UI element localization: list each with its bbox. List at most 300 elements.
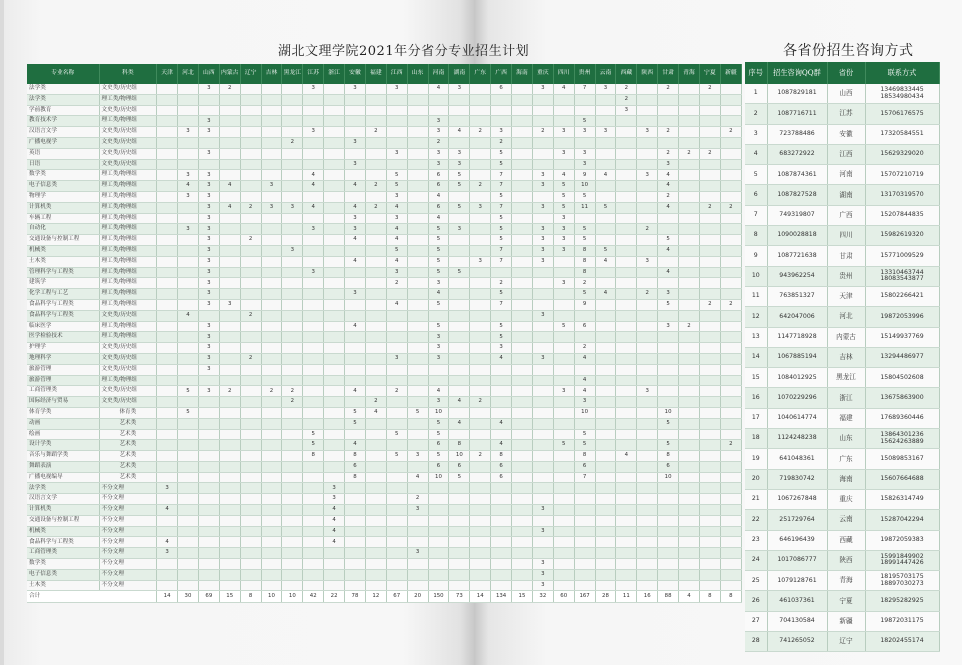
quota-cell [428, 569, 449, 580]
quota-cell [470, 418, 491, 429]
quota-cell [720, 580, 741, 591]
quota-cell [157, 159, 178, 170]
category-cell: 艺术类 [99, 429, 157, 440]
quota-cell [658, 548, 679, 559]
quota-cell: 3 [449, 84, 470, 94]
quota-cell [219, 461, 240, 472]
quota-cell: 2 [699, 84, 720, 94]
quota-cell [595, 224, 616, 235]
category-cell: 文史类/历史组 [99, 364, 157, 375]
quota-cell [512, 213, 533, 224]
quota-cell [219, 483, 240, 494]
quota-cell [616, 278, 637, 289]
quota-cell [679, 537, 700, 548]
quota-cell [386, 526, 407, 537]
quota-cell [240, 256, 261, 267]
row-number: 22 [745, 510, 767, 530]
quota-cell [365, 278, 386, 289]
quota-cell: 5 [658, 299, 679, 310]
major-cell: 旅游管理 [27, 364, 99, 375]
quota-cell: 3 [553, 127, 574, 138]
quota-cell [637, 472, 658, 483]
quota-cell [470, 94, 491, 105]
quota-cell [470, 289, 491, 300]
quota-cell [407, 440, 428, 451]
quota-cell: 7 [491, 170, 512, 181]
quota-cell [470, 526, 491, 537]
quota-cell [512, 278, 533, 289]
category-cell: 文史类/历史组 [99, 159, 157, 170]
quota-cell [178, 375, 199, 386]
quota-cell [198, 548, 219, 559]
quota-cell [198, 483, 219, 494]
quota-cell [324, 418, 345, 429]
quota-cell: 3 [157, 548, 178, 559]
quota-cell [240, 580, 261, 591]
quota-cell [595, 451, 616, 462]
quota-cell [428, 515, 449, 526]
category-cell: 理工类/物理组 [99, 267, 157, 278]
quota-cell [532, 386, 553, 397]
consult-row [745, 530, 939, 550]
quota-cell [345, 105, 366, 116]
quota-cell [261, 170, 282, 181]
quota-cell [512, 418, 533, 429]
quota-cell [553, 569, 574, 580]
quota-cell [512, 245, 533, 256]
quota-cell [532, 105, 553, 116]
table-row [27, 159, 742, 170]
quota-cell [679, 159, 700, 170]
quota-cell [261, 494, 282, 505]
quota-cell [637, 375, 658, 386]
quota-cell: 8 [574, 256, 595, 267]
quota-cell [595, 429, 616, 440]
quota-cell [637, 278, 658, 289]
quota-cell [616, 537, 637, 548]
quota-cell: 6 [345, 461, 366, 472]
qq-group: 719830742 [767, 469, 827, 489]
total-cell: 69 [198, 591, 219, 603]
quota-cell [386, 537, 407, 548]
quota-cell [282, 364, 303, 375]
quota-cell [470, 386, 491, 397]
quota-cell [324, 397, 345, 408]
quota-cell: 5 [491, 235, 512, 246]
quota-cell [720, 397, 741, 408]
consult-row [745, 591, 939, 611]
quota-cell [679, 332, 700, 343]
quota-cell [658, 332, 679, 343]
quota-cell [240, 105, 261, 116]
category-cell: 理工类/物理组 [99, 256, 157, 267]
quota-cell [324, 191, 345, 202]
province-name: 安徽 [827, 124, 865, 144]
quota-cell: 2 [491, 137, 512, 148]
quota-cell [449, 494, 470, 505]
quota-cell: 4 [595, 256, 616, 267]
quota-cell [303, 483, 324, 494]
row-number: 3 [745, 124, 767, 144]
quota-cell [303, 310, 324, 321]
quota-cell: 4 [345, 181, 366, 192]
quota-cell [261, 235, 282, 246]
quota-cell [198, 526, 219, 537]
quota-cell [178, 278, 199, 289]
quota-cell [365, 213, 386, 224]
quota-cell [324, 440, 345, 451]
quota-cell: 5 [428, 451, 449, 462]
category-cell: 艺术类 [99, 451, 157, 462]
quota-cell: 3 [198, 256, 219, 267]
quota-cell [616, 569, 637, 580]
quota-cell [365, 526, 386, 537]
quota-cell [261, 451, 282, 462]
quota-cell [157, 461, 178, 472]
total-cell: 16 [637, 591, 658, 603]
quota-cell [658, 494, 679, 505]
quota-cell: 3 [198, 343, 219, 354]
quota-cell [553, 364, 574, 375]
quota-cell [428, 537, 449, 548]
quota-cell: 5 [428, 224, 449, 235]
header-province: 西藏 [616, 64, 637, 84]
major-cell: 建筑学 [27, 278, 99, 289]
quota-cell: 3 [198, 127, 219, 138]
quota-cell [178, 461, 199, 472]
quota-cell [470, 105, 491, 116]
quota-cell [219, 127, 240, 138]
quota-cell [512, 94, 533, 105]
qq-group: 1084012925 [767, 368, 827, 388]
total-cell: 8 [240, 591, 261, 603]
quota-cell [407, 127, 428, 138]
quota-cell [532, 321, 553, 332]
quota-cell: 3 [637, 386, 658, 397]
quota-cell [157, 235, 178, 246]
quota-cell [616, 332, 637, 343]
quota-cell [282, 375, 303, 386]
quota-cell [679, 461, 700, 472]
table-row [27, 256, 742, 267]
quota-cell [491, 364, 512, 375]
quota-cell [219, 569, 240, 580]
quota-cell [282, 505, 303, 516]
quota-cell [595, 278, 616, 289]
quota-cell [303, 278, 324, 289]
quota-cell [303, 397, 324, 408]
quota-cell [720, 472, 741, 483]
quota-cell [637, 353, 658, 364]
quota-cell: 3 [553, 235, 574, 246]
quota-cell: 10 [574, 181, 595, 192]
quota-cell [324, 245, 345, 256]
quota-cell: 3 [198, 386, 219, 397]
quota-cell [219, 137, 240, 148]
quota-cell [512, 559, 533, 570]
quota-cell: 2 [658, 127, 679, 138]
category-cell: 文史类/历史组 [99, 148, 157, 159]
table-row [27, 94, 742, 105]
quota-cell: 3 [574, 159, 595, 170]
quota-cell [261, 515, 282, 526]
quota-cell [470, 332, 491, 343]
quota-cell: 3 [345, 224, 366, 235]
quota-cell [574, 418, 595, 429]
quota-cell [616, 429, 637, 440]
quota-cell [157, 429, 178, 440]
quota-cell: 4 [428, 386, 449, 397]
quota-cell [282, 461, 303, 472]
quota-cell [240, 461, 261, 472]
quota-cell: 6 [574, 461, 595, 472]
quota-cell [491, 526, 512, 537]
quota-cell [470, 569, 491, 580]
category-cell: 理工类/物理组 [99, 202, 157, 213]
quota-cell [178, 256, 199, 267]
quota-cell [449, 515, 470, 526]
quota-cell [365, 515, 386, 526]
quota-cell [365, 386, 386, 397]
quota-cell [512, 472, 533, 483]
quota-cell [219, 256, 240, 267]
quota-cell [365, 224, 386, 235]
qq-group: 1017086777 [767, 550, 827, 570]
quota-cell [699, 494, 720, 505]
quota-cell [240, 472, 261, 483]
major-cell: 护理学 [27, 343, 99, 354]
quota-cell [491, 429, 512, 440]
header-no: 序号 [745, 62, 767, 84]
quota-cell: 4 [616, 451, 637, 462]
quota-cell [658, 256, 679, 267]
quota-cell [470, 299, 491, 310]
quota-cell [449, 235, 470, 246]
province-name: 广西 [827, 205, 865, 225]
quota-cell [595, 494, 616, 505]
quota-cell [365, 148, 386, 159]
quota-cell: 2 [658, 191, 679, 202]
quota-cell [449, 116, 470, 127]
quota-cell [240, 245, 261, 256]
row-number: 6 [745, 185, 767, 205]
quota-cell [470, 548, 491, 559]
quota-cell: 2 [470, 181, 491, 192]
quota-cell [324, 548, 345, 559]
quota-cell [365, 267, 386, 278]
quota-cell [219, 407, 240, 418]
quota-cell: 4 [219, 202, 240, 213]
quota-cell [157, 494, 178, 505]
quota-cell: 3 [198, 321, 219, 332]
quota-cell: 3 [595, 84, 616, 94]
quota-cell [303, 494, 324, 505]
quota-cell [512, 353, 533, 364]
quota-cell [699, 386, 720, 397]
total-cell: 20 [407, 591, 428, 603]
quota-cell [261, 213, 282, 224]
quota-cell [407, 267, 428, 278]
contact-phone: 13675863900 [865, 388, 939, 408]
quota-cell [198, 472, 219, 483]
major-cell: 学前教育 [27, 105, 99, 116]
quota-cell [178, 299, 199, 310]
quota-cell: 5 [491, 213, 512, 224]
quota-cell [240, 537, 261, 548]
quota-cell [324, 451, 345, 462]
quota-cell [282, 235, 303, 246]
quota-cell [282, 451, 303, 462]
quota-cell [324, 429, 345, 440]
quota-cell [240, 148, 261, 159]
qq-group: 1124248238 [767, 429, 827, 449]
consult-row [745, 307, 939, 327]
quota-cell [261, 505, 282, 516]
quota-cell [512, 364, 533, 375]
major-cell: 日语 [27, 159, 99, 170]
quota-cell: 3 [157, 483, 178, 494]
quota-cell [157, 332, 178, 343]
province-name: 福建 [827, 408, 865, 428]
plan-body [27, 84, 742, 603]
quota-cell [616, 353, 637, 364]
header-province: 新疆 [720, 64, 741, 84]
quota-cell [261, 299, 282, 310]
quota-cell: 3 [198, 235, 219, 246]
quota-cell [386, 343, 407, 354]
quota-cell: 3 [428, 343, 449, 354]
quota-cell [282, 407, 303, 418]
quota-cell [595, 386, 616, 397]
quota-cell [178, 569, 199, 580]
quota-cell: 4 [324, 537, 345, 548]
category-cell: 文史类/历史组 [99, 127, 157, 138]
table-row [27, 127, 742, 138]
quota-cell [679, 127, 700, 138]
province-name: 贵州 [827, 266, 865, 286]
quota-cell [240, 191, 261, 202]
quota-cell: 3 [303, 267, 324, 278]
quota-cell [532, 343, 553, 354]
header-category: 科类 [99, 64, 157, 84]
quota-cell: 5 [491, 224, 512, 235]
quota-cell [282, 94, 303, 105]
quota-cell [699, 407, 720, 418]
quota-cell: 5 [428, 245, 449, 256]
quota-cell [261, 332, 282, 343]
quota-cell [720, 310, 741, 321]
quota-cell [157, 148, 178, 159]
quota-cell [157, 202, 178, 213]
major-cell: 英语 [27, 148, 99, 159]
quota-cell: 4 [491, 418, 512, 429]
consult-row [745, 266, 939, 286]
quota-cell: 5 [491, 148, 512, 159]
quota-cell [720, 515, 741, 526]
quota-cell [386, 494, 407, 505]
quota-cell [470, 148, 491, 159]
quota-cell [407, 213, 428, 224]
category-cell: 艺术类 [99, 461, 157, 472]
quota-cell [491, 397, 512, 408]
quota-cell [219, 537, 240, 548]
quota-cell [198, 159, 219, 170]
quota-cell [324, 310, 345, 321]
quota-cell: 4 [658, 170, 679, 181]
quota-cell [345, 559, 366, 570]
quota-cell [637, 515, 658, 526]
major-cell: 音乐与舞蹈学类 [27, 451, 99, 462]
quota-cell [407, 170, 428, 181]
quota-cell: 5 [428, 256, 449, 267]
major-cell: 汉语言文学 [27, 127, 99, 138]
quota-cell [616, 418, 637, 429]
major-cell: 工商管理类 [27, 548, 99, 559]
header-province: 江西 [386, 64, 407, 84]
quota-cell [637, 148, 658, 159]
quota-cell: 8 [345, 472, 366, 483]
quota-cell: 3 [198, 191, 219, 202]
quota-cell [157, 375, 178, 386]
quota-cell [157, 451, 178, 462]
quota-cell: 3 [658, 321, 679, 332]
quota-cell: 5 [553, 321, 574, 332]
quota-cell [365, 548, 386, 559]
quota-cell [470, 375, 491, 386]
quota-cell: 3 [428, 159, 449, 170]
quota-cell [658, 483, 679, 494]
quota-cell [303, 580, 324, 591]
quota-cell [699, 472, 720, 483]
consult-row [745, 327, 939, 347]
quota-cell [679, 559, 700, 570]
quota-cell: 2 [240, 353, 261, 364]
quota-cell [470, 461, 491, 472]
quota-cell [365, 461, 386, 472]
quota-cell: 5 [574, 224, 595, 235]
province-name: 江西 [827, 144, 865, 164]
qq-group: 1090028818 [767, 226, 827, 246]
quota-cell [261, 116, 282, 127]
quota-cell: 3 [532, 170, 553, 181]
quota-cell [616, 267, 637, 278]
category-cell: 体育类 [99, 407, 157, 418]
row-number: 14 [745, 347, 767, 367]
category-cell: 文史类/历史组 [99, 84, 157, 94]
quota-cell [303, 148, 324, 159]
quota-cell: 2 [699, 148, 720, 159]
quota-cell: 2 [365, 127, 386, 138]
quota-cell [658, 213, 679, 224]
quota-cell [720, 159, 741, 170]
quota-cell [616, 548, 637, 559]
consult-row [745, 632, 939, 652]
quota-cell [428, 94, 449, 105]
quota-cell: 5 [428, 267, 449, 278]
quota-cell: 10 [449, 451, 470, 462]
quota-cell [574, 515, 595, 526]
category-cell: 理工类/物理组 [99, 321, 157, 332]
table-row [27, 580, 742, 591]
quota-cell: 2 [386, 278, 407, 289]
quota-cell [470, 159, 491, 170]
quota-cell [449, 375, 470, 386]
quota-cell: 5 [178, 407, 199, 418]
header-province: 海南 [512, 64, 533, 84]
quota-cell [720, 170, 741, 181]
quota-cell [720, 526, 741, 537]
quota-cell [282, 84, 303, 94]
